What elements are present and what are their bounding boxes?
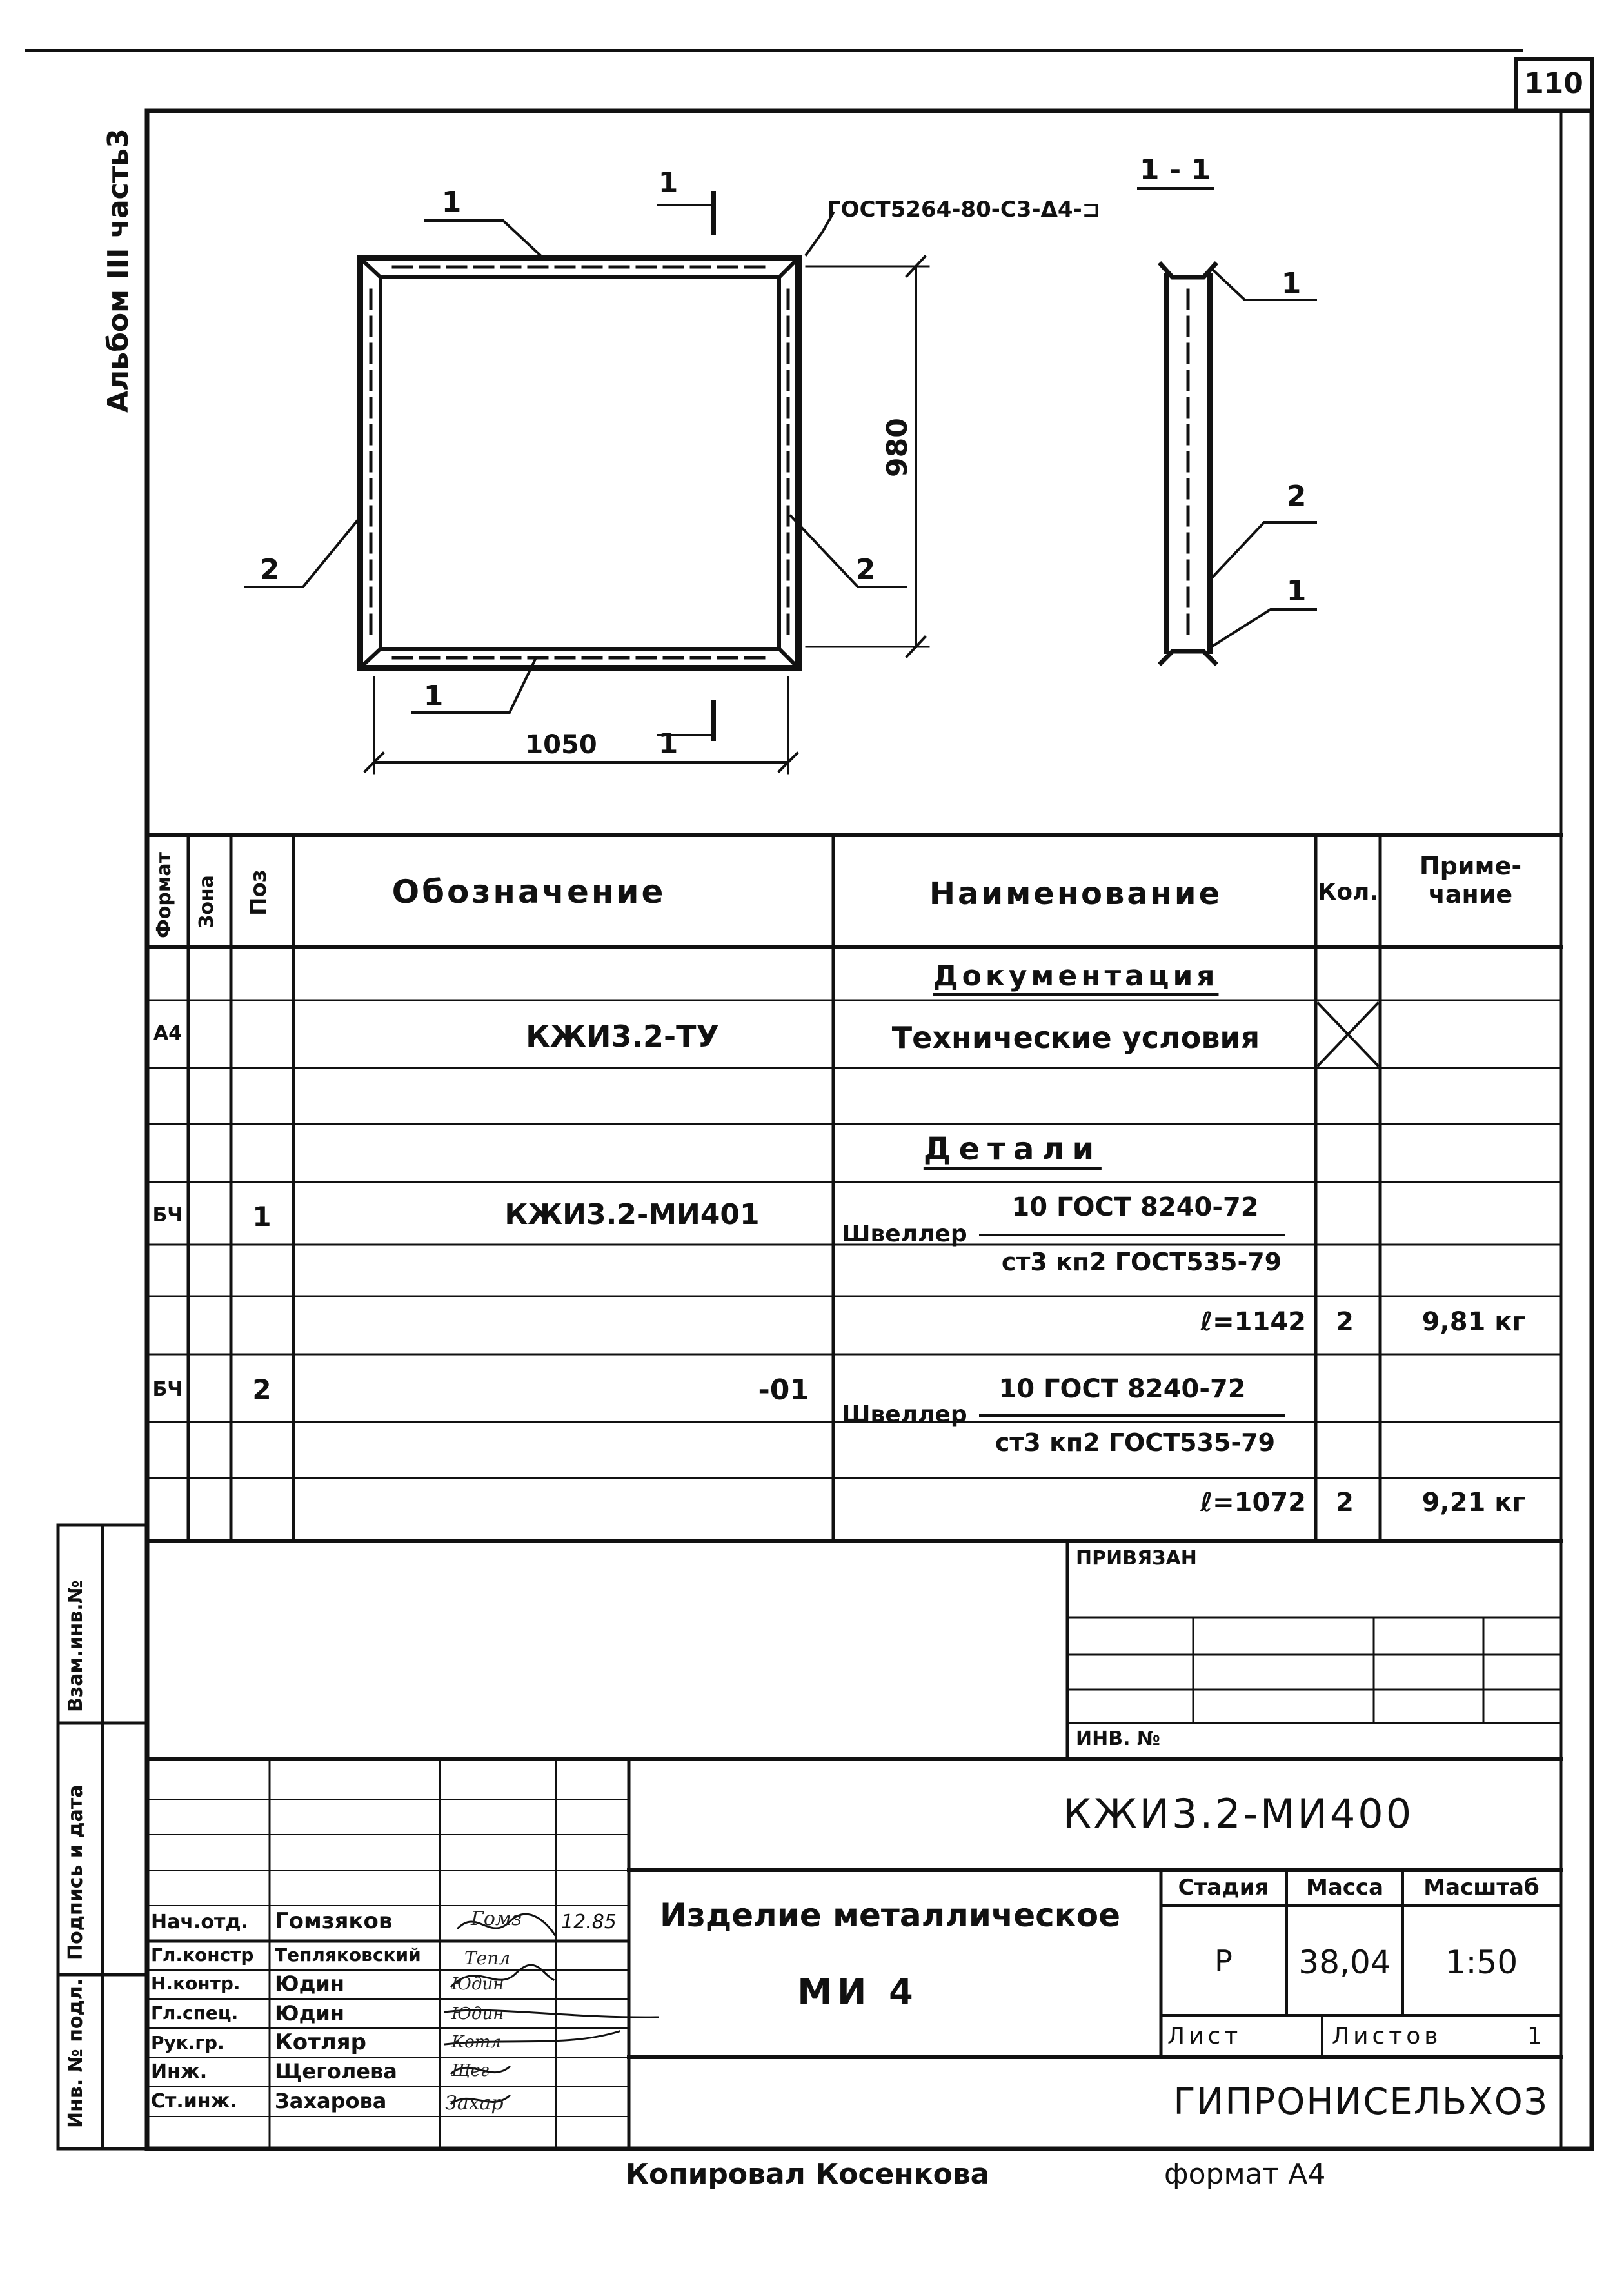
row-1-designation: КЖИ3.2-ТУ (526, 1019, 719, 1054)
header-qty: Кол. (1317, 879, 1379, 905)
footer-copied: Копировал Косенкова (626, 2158, 990, 2191)
row-3-format: БЧ (152, 1378, 183, 1401)
stage-label: Стадия (1178, 1875, 1269, 1900)
section-mark-bottom: 1 (658, 727, 678, 760)
person-role-2: Гл.констр (151, 1944, 254, 1966)
organization: ГИПРОНИСЕЛЬХОЗ (1173, 2081, 1549, 2123)
row-2-pos: 1 (252, 1201, 272, 1232)
header-format: Формат (153, 852, 175, 938)
scale-label: Масштаб (1423, 1875, 1540, 1900)
footer-format: формат А4 (1164, 2158, 1326, 2191)
mass-value: 38,04 (1298, 1944, 1391, 1981)
person-name-5: Котляр (275, 2029, 366, 2055)
row-3-length: ℓ=1072 (1200, 1488, 1306, 1517)
person-name-4: Юдин (275, 2001, 344, 2026)
callout-1-top: 1 (441, 186, 462, 219)
date-value: 12.85 (561, 1911, 617, 1933)
weld-note: ГОСТ5264-80-С3-Δ4-⊐ (827, 197, 1101, 222)
stage-value: Р (1214, 1944, 1233, 1978)
person-role-5: Рук.гр. (151, 2032, 224, 2053)
signature-4: Юдин (451, 2004, 504, 2024)
row-3-name-prefix: Швеллер (842, 1401, 967, 1428)
row-2-format: БЧ (152, 1204, 183, 1227)
section-mark-top: 1 (658, 166, 678, 199)
section-callout-1-bottom: 1 (1286, 575, 1307, 607)
scale-value: 1:50 (1445, 1944, 1518, 1981)
side-label-vzam: Взам.инв.№ (64, 1580, 87, 1712)
row-3-name-top: 10 ГОСТ 8240-72 (998, 1374, 1246, 1404)
signature-1: Гомз (471, 1908, 522, 1930)
dim-height: 980 (881, 418, 914, 477)
inv-no-label: ИНВ. № (1076, 1728, 1161, 1750)
person-role-4: Гл.спец. (151, 2002, 239, 2024)
dim-width: 1050 (525, 730, 597, 760)
row-2-name-bottom: ст3 кп2 ГОСТ535-79 (1001, 1248, 1282, 1276)
signature-5: Котл (451, 2033, 501, 2052)
person-name-3: Юдин (275, 1971, 344, 1996)
row-1-format: А4 (153, 1022, 183, 1045)
sheet-label: Лист (1167, 2023, 1242, 2049)
header-pos: Поз (246, 869, 272, 916)
header-zone: Зона (195, 875, 218, 929)
row-2-note: 9,81 кг (1421, 1307, 1526, 1337)
signature-2: Тепл (464, 1948, 511, 1969)
section-docs-title: Документация (933, 962, 1218, 996)
person-role-1: Нач.отд. (151, 1911, 248, 1933)
section-callout-2: 2 (1286, 480, 1307, 513)
section-title: 1 - 1 (1139, 153, 1211, 186)
signature-6: Щег (451, 2061, 490, 2080)
side-label-podpis: Подпись и дата (64, 1784, 87, 1960)
person-role-7: Ст.инж. (151, 2090, 237, 2113)
row-3-name-bottom: ст3 кп2 ГОСТ535-79 (995, 1428, 1276, 1457)
row-3-pos: 2 (252, 1374, 272, 1405)
row-2-designation: КЖИ3.2-МИ401 (504, 1198, 760, 1231)
section-parts-title: Детали (924, 1134, 1102, 1170)
person-role-6: Инж. (151, 2060, 208, 2083)
header-name: Наименование (929, 876, 1223, 912)
sheets-label: Листов (1332, 2023, 1442, 2049)
callout-2-left: 2 (259, 553, 280, 586)
title-line-1: Изделие металлическое (659, 1897, 1121, 1934)
row-3-qty: 2 (1336, 1488, 1354, 1517)
album-label: Альбом III часть3 (102, 128, 135, 413)
side-label-inv-podl: Инв. № подл. (64, 1978, 87, 2128)
row-2-name-prefix: Швеллер (842, 1221, 967, 1247)
person-name-1: Гомзяков (275, 1908, 393, 1934)
person-name-2: Тепляковский (275, 1944, 421, 1966)
person-name-6: Щеголева (275, 2059, 397, 2084)
header-designation: Обозначение (391, 873, 666, 911)
callout-2-right: 2 (855, 553, 876, 586)
person-role-3: Н.контр. (151, 1973, 241, 1994)
row-3-note: 9,21 кг (1421, 1488, 1526, 1517)
row-3-designation: -01 (758, 1374, 809, 1406)
signature-7: Захар (445, 2092, 504, 2115)
callout-1-bottom: 1 (423, 680, 444, 713)
sheets-value: 1 (1527, 2023, 1542, 2049)
title-line-2: МИ 4 (797, 1971, 918, 2012)
document-code: КЖИ3.2-МИ400 (1062, 1790, 1414, 1837)
header-note: Приме- чание (1419, 852, 1522, 909)
person-name-7: Захарова (275, 2089, 387, 2113)
row-2-qty: 2 (1336, 1307, 1354, 1337)
signature-3: Юдин (451, 1975, 504, 1994)
sheet-number: 110 (1524, 67, 1583, 100)
mass-label: Масса (1305, 1875, 1384, 1900)
row-2-length: ℓ=1142 (1200, 1307, 1306, 1337)
row-1-name: Технические условия (891, 1020, 1260, 1055)
section-callout-1-top: 1 (1281, 267, 1302, 300)
row-2-name-top: 10 ГОСТ 8240-72 (1011, 1192, 1259, 1222)
privyazan-label: ПРИВЯЗАН (1076, 1547, 1197, 1570)
